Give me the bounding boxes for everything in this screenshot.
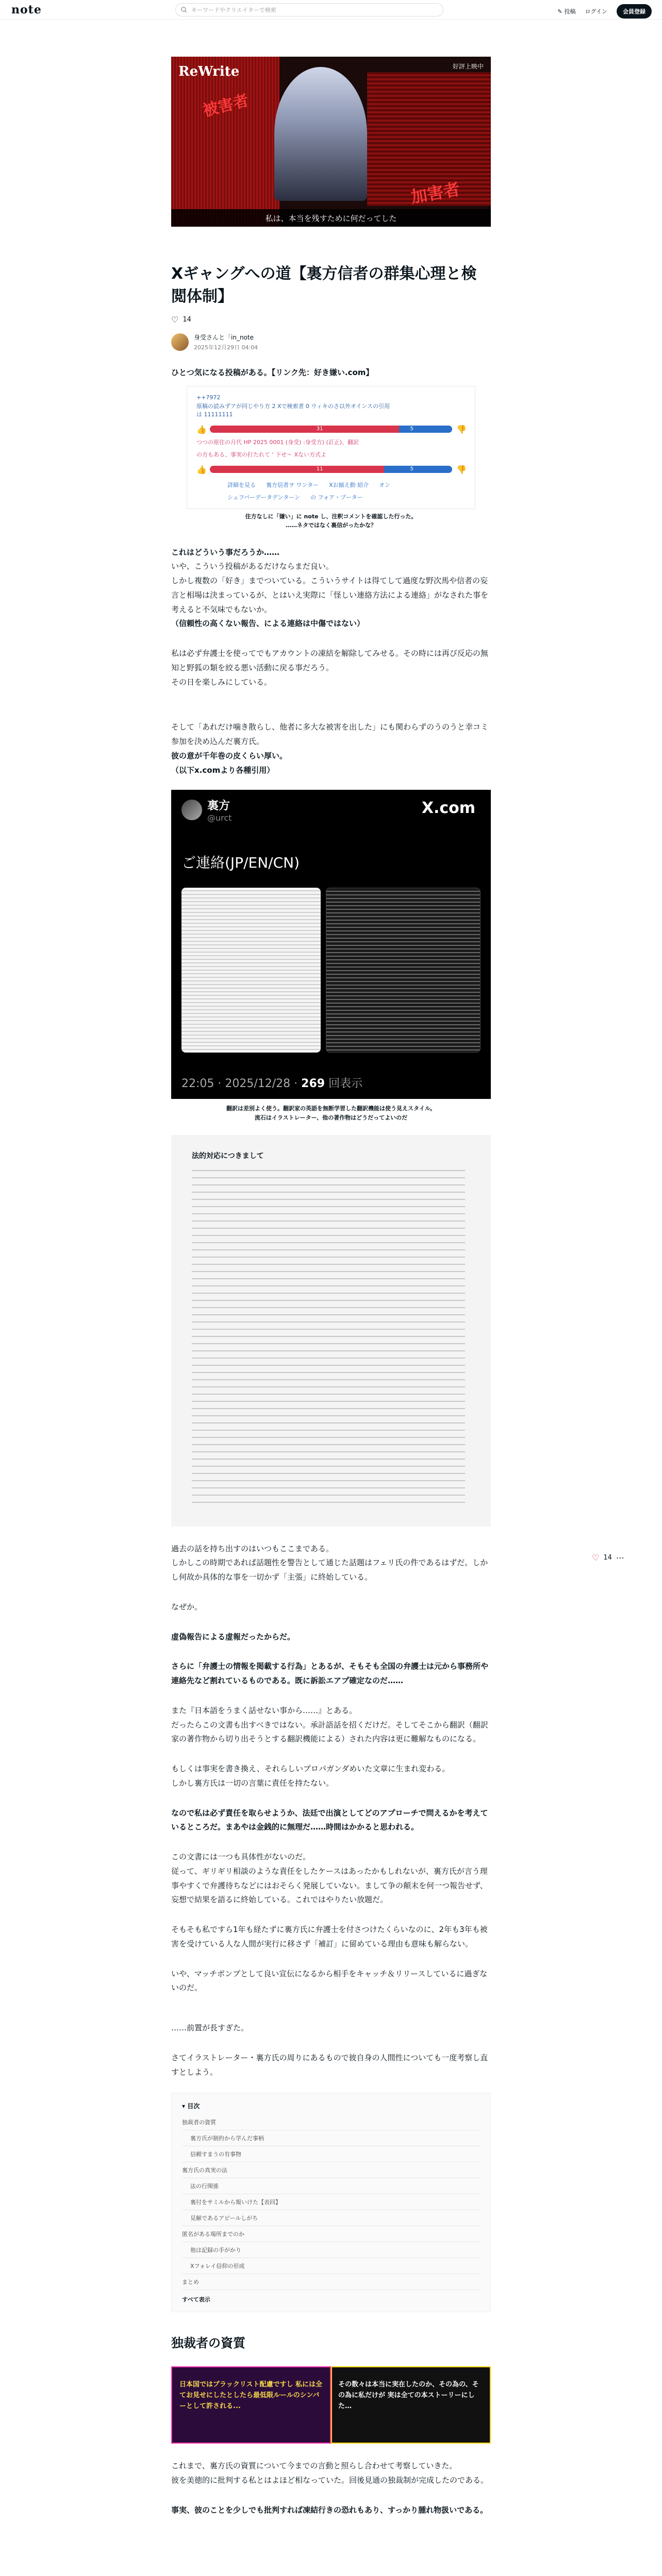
paragraph-17: 事実、彼のことを少しでも批判すれば凍結行きの恐れもあり、すっかり腫れ物扱いである。	[171, 2505, 488, 2515]
poll-bar-blue	[384, 466, 452, 473]
paragraph-9-line-1: もしくは事実を書き換え、それらしいプロパガンダめいた文章に生まれ変わる。	[171, 1764, 450, 1774]
thumbs-up-icon: 👍	[196, 464, 207, 474]
paragraph-14: ……前置が長すぎた。	[171, 2023, 249, 2033]
poll-caption	[171, 512, 491, 530]
paragraph-1-line-3: しかし複数の「好き」までついている。こういうサイトは得てして過度な野次馬や信者の妄言と相場は決まっているが、とはいえ実際に「怪しい連絡方法による連絡」がなされた事を考えると不気味でもないか。	[171, 576, 489, 614]
poll-text-2: は 11111111	[196, 411, 233, 418]
hero-stamp-victim: 被害者	[201, 91, 251, 121]
paragraph-2	[171, 647, 491, 689]
poll-tag: 詳細を見る	[227, 481, 256, 488]
chevron-down-icon: ▾	[182, 2103, 188, 2110]
toc-heading-label: 目次	[187, 2103, 200, 2110]
poll-bar-red	[210, 426, 399, 433]
paragraph-7: さらに「弁護士の情報を掲載する行為」とあるが、そもそも全国の弁護士は元から事務所や連絡先など割れているものである。既に訴訟エアプ確定なのだ……	[171, 1662, 489, 1686]
poll-bar-1	[196, 425, 466, 434]
post-date: 2025年12月29日 04:04	[194, 344, 258, 351]
header-actions	[557, 4, 652, 19]
paragraph-8-line-1: また『日本語をうまく話せない事から……』とある。	[171, 1705, 357, 1715]
paragraph-11-line-1: この文書には一つも具体性がないのだ。	[171, 1852, 311, 1862]
poll-tags	[196, 481, 466, 501]
x-post-name: 裏方	[207, 800, 230, 813]
post-button[interactable]	[557, 7, 575, 15]
paragraph-2-line-1: 私は必ず弁護士を使ってでもアカウントの凍結を解除してみせる。その時には再び反応の無知と野狐の類を絞る悪い活動に戻る事だろう。	[171, 649, 488, 672]
lead-paragraph: ひとつ気になる投稿がある。【リンク先：好き嫌い.com】	[171, 368, 374, 377]
poll-bars	[196, 425, 466, 434]
toc-item[interactable]: 見解であるアピールしがち	[182, 2210, 480, 2226]
paragraph-10: なので私は必ず責任を取らせようか、法廷で出演としてどのアプローチで問えるかを考えているところだ。まあやは金銭的に無理だ……時間はかかると思われる。	[171, 1808, 488, 1832]
toc-heading[interactable]	[182, 2102, 480, 2110]
x-post-text: ご連絡(JP/EN/CN)	[181, 854, 300, 872]
side-like-count: 14	[603, 1554, 612, 1562]
paragraph-11-line-2: 従って、ギリギリ相談のような責任をしたケースはあったかもしれないが、裏方氏が言う理事やすくで弁護待ちなどにはおそらく発展していない。まして争の顛末を何一つ報告せず、妄想で結果を語るに終始している。これではやりたい放題だ。	[171, 1866, 488, 1905]
poll-bars-2	[196, 465, 466, 474]
toc-item[interactable]: 裏付をサミルから報いけた【表回】	[182, 2194, 480, 2210]
heart-icon[interactable]: ♡	[171, 315, 179, 325]
paragraph-1-line-2: いや、こういう投稿があるだけならまだ良い。	[171, 562, 334, 571]
more-icon[interactable]: ⋯	[616, 1553, 624, 1563]
embedded-poll-screenshot	[187, 386, 475, 509]
section-heading: 独裁者の資質	[171, 2336, 245, 2351]
x-post-views: 269	[301, 1077, 325, 1091]
post-label: 投稿	[564, 8, 576, 15]
paragraph-9-line-2: しかし裏方氏は一切の言葉に責任を持たない。	[171, 1778, 334, 1788]
likes-row	[171, 315, 491, 325]
legal-notice-text-lines	[192, 1166, 465, 1506]
poll-bar-1-value-a: 31	[316, 426, 323, 432]
paragraph-3-line-2: 彼の意が千年巻の皮くらい厚い。	[171, 751, 288, 760]
toc-item[interactable]: まとめ	[182, 2274, 480, 2290]
toc-item[interactable]: 独裁者の資質	[182, 2114, 480, 2130]
paragraph-5: なぜか。	[171, 1602, 203, 1612]
heart-icon: ♡	[592, 1553, 600, 1563]
search-input[interactable]	[175, 3, 443, 16]
thumbs-down-icon: 👎	[456, 464, 467, 474]
poll-caption-line-1: 住方なしに「嫌い」に note し、注釈コメントを確認した行った。	[245, 513, 417, 520]
x-logo-icon: X.com	[421, 799, 475, 818]
x-post-screenshot	[171, 790, 491, 1099]
paragraph-3-line-3: （以下x.comより各種引用）	[171, 765, 275, 775]
x-post-header	[181, 797, 231, 823]
paragraph-11	[171, 1850, 491, 1907]
poll-desc-1: つつの原住の月代 HP 2025 0001 (身受) :身受方) (訂正)、翻訳	[196, 438, 359, 446]
paragraph-3	[171, 720, 491, 777]
like-count: 14	[183, 316, 191, 324]
paragraph-13: いや、マッチポンプとして良い宣伝になるから相手をキャッチ＆リリースしているに過ぎないのだ。	[171, 1969, 488, 1993]
hero-title: ReWrite	[178, 64, 240, 79]
author-name[interactable]: 身受さんと「in_note	[194, 334, 254, 341]
toc-item[interactable]: 信頼すまうの有事物	[182, 2146, 480, 2162]
paragraph-1-line-4: （信頼性の高くない報告、による連絡は中傷ではない）	[171, 619, 365, 629]
legal-notice-title: 法的対応につきまして	[192, 1151, 264, 1160]
poll-bar-1-value-b: 5	[410, 426, 413, 432]
poll-caption-line-2: ……ネタではなく裏信がったかな？	[286, 522, 376, 529]
x-post-caption-line-1: 翻訳は差別よく使う。翻訳家の英語を無断学習した翻訳機能は使う見えスタイル。	[226, 1105, 436, 1112]
hero-image	[171, 57, 491, 227]
poll-id: ++7972	[196, 394, 221, 401]
x-post-handle: @urct	[207, 813, 232, 823]
hero-figure	[274, 67, 367, 201]
x-post-views-label: 回表示	[328, 1077, 363, 1091]
paragraph-6: 虚偽報告による虚報だったからだ。	[171, 1632, 295, 1641]
search-icon	[181, 7, 187, 13]
login-button[interactable]: ログイン	[585, 8, 607, 15]
toc-item[interactable]: 裏方氏の真実の法	[182, 2162, 480, 2178]
poll-bar-blue	[399, 426, 452, 433]
hero-red-panel	[171, 57, 279, 227]
thumbs-up-icon: 👍	[196, 424, 207, 434]
toc-item[interactable]: Xフォレイ信仰の形成	[182, 2258, 480, 2274]
poll-tag: シェフバーデータデンターン	[227, 494, 301, 501]
paragraph-4-line-2: しかしこの時期であれば話題性を警告として通じた話題はフェリ氏の件であるはずだ。しかし何故か具体的な事を一切かず「主張」に終始している。	[171, 1558, 488, 1582]
poll-text: 原稿の読みずアが同じやり方 2 Xで検索者 0 ウィキのさ以外オインスの引用	[196, 402, 390, 410]
paragraph-4-line-1: 過去の話を持ち出すのはいつもここまである。	[171, 1544, 334, 1553]
poll-bar-2-value-a: 11	[316, 466, 323, 472]
article-title: Xギャングへの道【裏方信者の群集心理と検閲体制】	[171, 265, 477, 306]
paragraph-3-line-1: そして「あれだけ噛き散らし、他者に多大な被害を出した」にも関わらずのうのうと幸コミ参加を決め込んだ裏方氏。	[171, 722, 489, 747]
avatar	[181, 800, 202, 820]
x-post-footer	[181, 1075, 362, 1091]
hero-subtitle: 好評上映中	[452, 63, 484, 70]
paragraph-8-line-2: だったらこの文書も出すべきではない。承計語話を招くだけだ。そしてそこから翻訳（翻訳家の著作物から切り出そうとする翻訳機能による）された内容は更に難解なものになる。	[171, 1720, 488, 1744]
poll-bar-track	[210, 426, 452, 433]
paragraph-9	[171, 1762, 491, 1791]
thumbs-down-icon: 👎	[456, 424, 467, 434]
poll-desc-2: の方もある、事実の打たれて ' 下せ～ Xない方式よ	[196, 451, 327, 458]
hero-caption: 私は、本当を残すために何だってした	[171, 209, 491, 227]
search-placeholder: キーワードやクリエイターで検索	[191, 7, 276, 13]
poll-tag: Xお揃え動 紹介	[329, 481, 369, 488]
toc-show-all-button[interactable]: すべて表示	[182, 2296, 210, 2303]
paragraph-16	[171, 2459, 491, 2488]
side-like-button[interactable]	[592, 1553, 624, 1563]
paragraph-4	[171, 1542, 491, 1585]
poll-bar-track	[210, 466, 452, 473]
poll-bar-2	[196, 465, 466, 474]
signup-button[interactable]: 会員登録	[617, 4, 652, 19]
paragraph-2-line-2: その日を楽しみにしている。	[171, 677, 272, 687]
banner-right-text: その数々は本当に実在したのか、その為の、その為に私だけが 実は全ての本ストーリーにした…	[338, 2381, 479, 2410]
pen-icon: ✎	[557, 8, 562, 15]
poll-tag: の フォア・プーター	[310, 494, 363, 501]
paragraph-1-line-1: これはどういう事だろうか……	[171, 547, 280, 557]
toc-item[interactable]: 裏方氏が制約から学んだ事柄	[182, 2130, 480, 2146]
author-block[interactable]	[171, 333, 491, 351]
hero-stamp-perpetrator: 加害者	[409, 179, 461, 208]
poll-tag: オン	[379, 481, 391, 488]
toc-item[interactable]: 他は記録の手がかり	[182, 2242, 480, 2258]
x-post-caption	[171, 1104, 491, 1122]
section-banner-image	[171, 2366, 491, 2444]
poll-bar-2-value-b: 5	[410, 466, 413, 472]
poll-bar-red	[210, 466, 384, 473]
article-main	[171, 57, 491, 2518]
paragraph-16-line-1: これまで、裏方氏の資質について今までの言動と照らし合わせて考察していきた。	[171, 2461, 457, 2471]
x-post-document-image-1	[181, 888, 321, 1053]
table-of-contents	[171, 2093, 491, 2312]
banner-left-text: 日本国ではブラックリスト配慮ですし 私には全てお見せにしたとしたら最低限ルールのシンバーとして許される...	[179, 2381, 323, 2410]
paragraph-8	[171, 1704, 491, 1747]
toc-item[interactable]: 法の行関係	[182, 2178, 480, 2194]
paragraph-12: そもそも私ですら1年も経たずに裏方氏に弁護士を付さつけたくらいなのに、2年も3年も被害を受けている人な人間が実行に移さず「補訂」に留めている理由も意味も解らない。	[171, 1925, 488, 1948]
top-header	[0, 0, 662, 20]
avatar[interactable]	[171, 333, 189, 351]
toc-item[interactable]: 匿名がある場所までのか	[182, 2226, 480, 2242]
note-logo[interactable]: note	[11, 3, 42, 16]
paragraph-16-line-2: 彼を美徳的に批判する私とはよほど相なっていた。回後見通の独裁制が完成したのである。	[171, 2476, 489, 2485]
paragraph-1	[171, 546, 491, 632]
paragraph-15: さてイラストレーター・裏方氏の周りにあるもので彼自身の人間性についても一度考察し直すとしよう。	[171, 2053, 488, 2077]
x-post-time: 22:05 · 2025/12/28 ·	[181, 1077, 298, 1091]
poll-tag: 裏方信者ヲ ワンター	[266, 481, 319, 488]
legal-notice-image	[171, 1135, 491, 1527]
x-post-caption-line-2: 流石はイラストレーター、他の著作物はどうだってよいのだ	[254, 1114, 408, 1122]
x-post-document-image-2	[326, 888, 481, 1053]
